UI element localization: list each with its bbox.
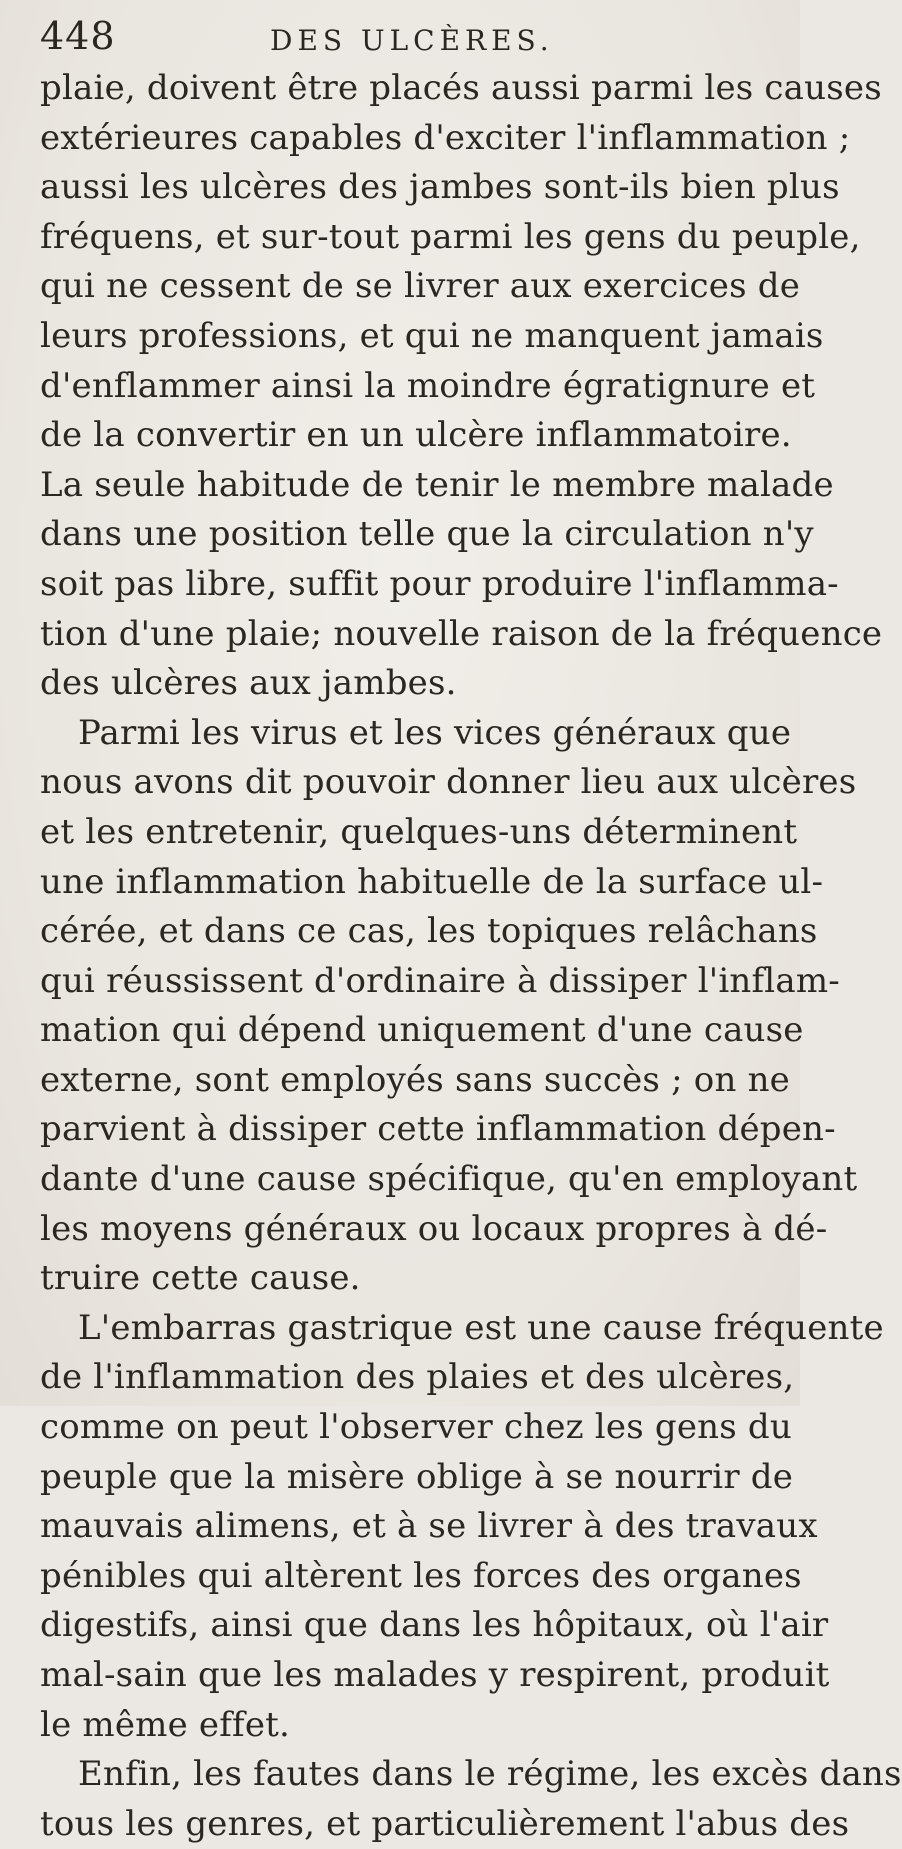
text-line: cérée, et dans ce cas, les topiques relâchans <box>40 911 818 952</box>
paragraph-start-line: L'embarras gastrique est une cause fréquente <box>78 1307 884 1348</box>
text-line: qui réussissent d'ordinaire à dissiper l'inflam- <box>40 960 840 1001</box>
page-number: 448 <box>40 14 116 58</box>
text-line: La seule habitude de tenir le membre malade <box>40 464 834 505</box>
text-line: leurs professions, et qui ne manquent jamais <box>40 315 824 356</box>
text-line: pénibles qui altèrent les forces des organes <box>40 1555 802 1596</box>
paragraph-start-line: Enfin, les fautes dans le régime, les excès dans <box>78 1754 902 1795</box>
running-title: DES ULCÈRES. <box>270 24 554 57</box>
text-line: de la convertir en un ulcère inflammatoire. <box>40 415 792 456</box>
text-line: tion d'une plaie; nouvelle raison de la fréquence <box>40 613 883 654</box>
text-line: plaie, doivent être placés aussi parmi les causes <box>40 68 882 108</box>
text-line: soit pas libre, suffit pour produire l'inflamma- <box>40 563 839 604</box>
body-text <box>40 64 902 1849</box>
text-line: aussi les ulcères des jambes sont-ils bien plus <box>40 167 840 208</box>
text-line: de l'inflammation des plaies et des ulcères, <box>40 1357 795 1398</box>
text-line: fréquens, et sur-tout parmi les gens du peuple, <box>40 216 861 257</box>
text-line: le même effet. <box>40 1704 291 1745</box>
text-line: extérieures capables d'exciter l'inflammation ; <box>40 117 851 158</box>
text-line: dante d'une cause spécifique, qu'en employant <box>40 1159 858 1200</box>
text-line: d'enflammer ainsi la moindre égratignure et <box>40 365 816 406</box>
text-line: des ulcères aux jambes. <box>40 663 457 704</box>
paragraph-start-line: Parmi les virus et les vices généraux que <box>78 712 792 753</box>
text-line: nous avons dit pouvoir donner lieu aux ulcères <box>40 762 857 803</box>
text-line: mation qui dépend uniquement d'une cause <box>40 1010 804 1051</box>
page-header <box>40 10 780 64</box>
text-line: mauvais alimens, et à se livrer à des travaux <box>40 1506 818 1547</box>
text-line: truire cette cause. <box>40 1258 361 1299</box>
text-line: digestifs, ainsi que dans les hôpitaux, où l'air <box>40 1605 829 1646</box>
text-line: parvient à dissiper cette inflammation dépen- <box>40 1109 836 1150</box>
text-line: comme on peut l'observer chez les gens du <box>40 1407 792 1448</box>
text-line: les moyens généraux ou locaux propres à dé- <box>40 1208 828 1249</box>
text-line: externe, sont employés sans succès ; on ne <box>40 1059 790 1100</box>
text-line: et les entretenir, quelques-uns déterminent <box>40 811 798 852</box>
text-line: dans une position telle que la circulation n'y <box>40 514 814 555</box>
text-line: une inflammation habituelle de la surface ul- <box>40 861 824 902</box>
text-line: tous les genres, et particulièrement l'abus des <box>40 1803 850 1844</box>
text-line: mal-sain que les malades y respirent, produit <box>40 1655 830 1695</box>
text-line: qui ne cessent de se livrer aux exercices de <box>40 266 801 307</box>
text-line: peuple que la misère oblige à se nourrir de <box>40 1456 794 1497</box>
